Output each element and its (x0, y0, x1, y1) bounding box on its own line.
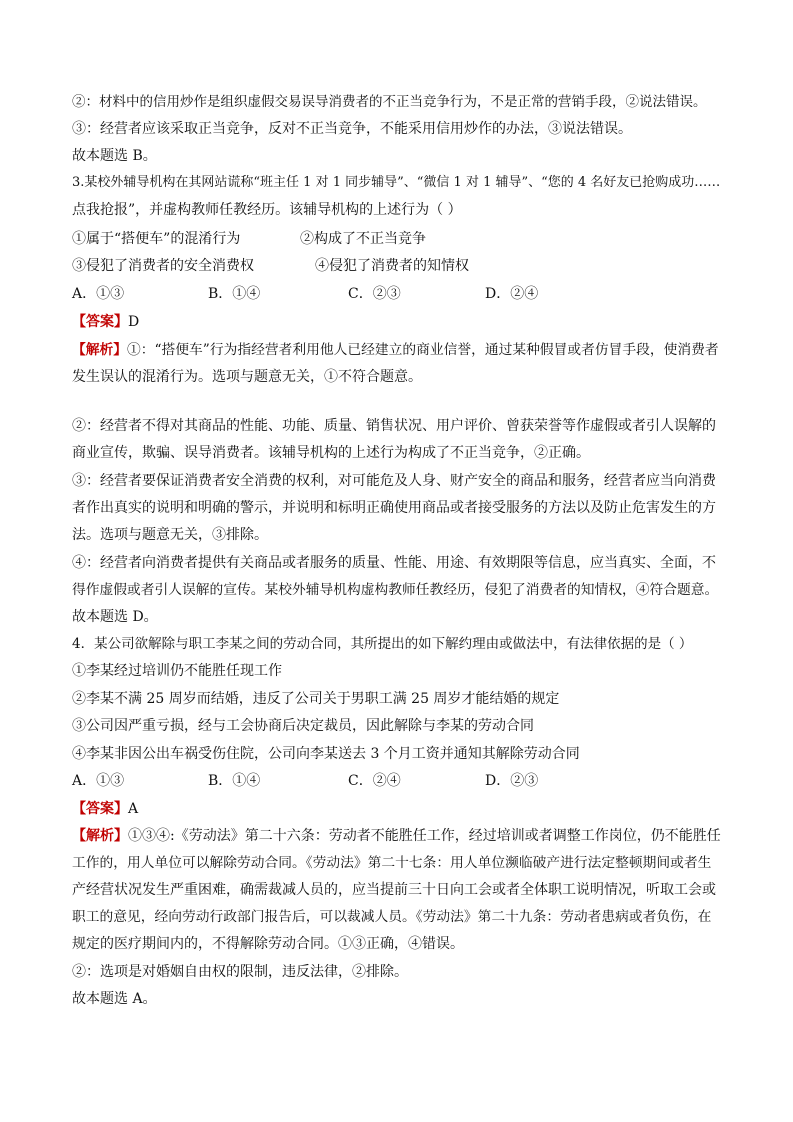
q3-analysis-2-line-2: 商业宣传，欺骗、误导消费者。该辅导机构的上述行为构成了不正当竞争，②正确。 (72, 445, 590, 461)
q4-analysis-line-3: 产经营状况发生严重困难，确需裁减人员的，应当提前三十日向工会或者全体职工说明情况，听取工会或 (72, 882, 716, 898)
answer-label: 【答案】 (72, 801, 128, 817)
q4-item-2: ②李某不满 25 周岁而结婚，违反了公司关于男职工满 25 周岁才能结婚的规定 (72, 691, 560, 707)
q4-analysis-line-1 (72, 826, 721, 846)
prev-explanation-3: ③：经营者应该采取正当竞争，反对不正当竞争，不能采用信用炒作的办法，③说法错误。 (72, 121, 632, 137)
q3-analysis-2-line-1: ②：经营者不得对其商品的性能、功能、质量、销售状况、用户评价、曾获荣誉等作虚假或者引人误解的 (72, 418, 716, 434)
q4-option-a: A．①③ (72, 773, 125, 789)
q3-stem-line-1: 3.某校外辅导机构在其网站谎称“班主任 1 对 1 同步辅导”、“微信 1 对 1 辅导”、“您的 4 名好友已抢购成功…… (72, 175, 721, 190)
q3-item-1: ①属于“搭便车”的混淆行为 (72, 231, 241, 247)
q3-analysis-3-line-1: ③：经营者要保证消费者安全消费的权利，对可能危及人身、财产安全的商品和服务，经营者应当向消费 (72, 473, 716, 489)
q4-stem: 4．某公司欲解除与职工李某之间的劳动合同，其所提出的如下解约理由或做法中，有法律依据的是（ ） (72, 636, 693, 652)
q3-analysis-4-line-2: 得作虚假或者引人误解的宣传。某校外辅导机构虚构教师任教经历，侵犯了消费者的知情权，④符合题意。 (72, 582, 719, 598)
analysis-text: ①：“搭便车”行为指经营者利用他人已经建立的商业信誉，通过某种假冒或者仿冒手段，使消费者 (127, 342, 719, 358)
prev-conclusion: 故本题选 B。 (72, 148, 157, 164)
q3-item-4: ④侵犯了消费者的知情权 (315, 258, 469, 274)
q4-item-4: ④李某非因公出车祸受伤住院，公司向李某送去 3 个月工资并通知其解除劳动合同 (72, 746, 580, 762)
q3-analysis-1-line-2: 发生误认的混淆行为。选项与题意无关，①不符合题意。 (72, 369, 422, 385)
answer-label: 【答案】 (72, 314, 128, 330)
q4-answer (72, 799, 138, 819)
q3-analysis-4-line-1: ④：经营者向消费者提供有关商品或者服务的质量、性能、用途、有效期限等信息，应当真实、全面，不 (72, 555, 716, 571)
answer-value: D (128, 314, 140, 330)
q3-stem-line-2: 点我抢报”，并虚构教师任教经历。该辅导机构的上述行为（ ） (72, 202, 462, 218)
q3-option-d: D．②④ (485, 286, 539, 302)
q4-item-3: ③公司因严重亏损，经与工会协商后决定裁员，因此解除与李某的劳动合同 (72, 718, 534, 734)
q4-option-d: D．②③ (485, 773, 539, 789)
q4-analysis-2: ②：选项是对婚姻自由权的限制，违反法律，②排除。 (72, 964, 408, 980)
q4-option-c: C．②④ (348, 773, 401, 789)
answer-value: A (128, 801, 139, 817)
q4-conclusion: 故本题选 A。 (72, 991, 157, 1007)
q3-analysis-3-line-2: 者作出真实的说明和明确的警示，并说明和标明正确使用商品或者接受服务的方法以及防止危害发生的方 (72, 500, 716, 516)
analysis-label: 【解析】 (72, 828, 128, 844)
q4-analysis-line-2: 工作的，用人单位可以解除劳动合同。《劳动法》第二十七条：用人单位濒临破产进行法定整顿期间或者生 (72, 855, 712, 871)
q3-analysis-3-line-3: 法。选项与题意无关，③排除。 (72, 527, 268, 543)
q4-analysis-line-5: 规定的医疗期间内的，不得解除劳动合同。①③正确，④错误。 (72, 936, 464, 952)
q4-analysis-line-4: 职工的意见，经向劳动行政部门报告后，可以裁减人员。《劳动法》第二十九条：劳动者患病或者负伤，在 (72, 909, 712, 925)
prev-explanation-2: ②：材料中的信用炒作是组织虚假交易误导消费者的不正当竞争行为，不是正常的营销手段，②说法错误。 (72, 94, 707, 110)
q4-item-1: ①李某经过培训仍不能胜任现工作 (72, 663, 282, 679)
q3-option-a: A．①③ (72, 286, 125, 302)
q3-option-c: C．②③ (348, 286, 401, 302)
q4-option-b: B．①④ (208, 773, 261, 789)
analysis-label: 【解析】 (72, 342, 128, 358)
q3-analysis-1-line-1 (72, 340, 719, 360)
q3-item-2: ②构成了不正当竞争 (300, 231, 426, 247)
q3-option-b: B．①④ (208, 286, 261, 302)
q3-item-3: ③侵犯了消费者的安全消费权 (72, 258, 254, 274)
analysis-text: ①③④:《劳动法》第二十六条：劳动者不能胜任工作，经过培训或者调整工作岗位，仍不能胜任 (128, 828, 721, 844)
q3-conclusion: 故本题选 D。 (72, 609, 158, 625)
q3-answer (72, 312, 139, 332)
